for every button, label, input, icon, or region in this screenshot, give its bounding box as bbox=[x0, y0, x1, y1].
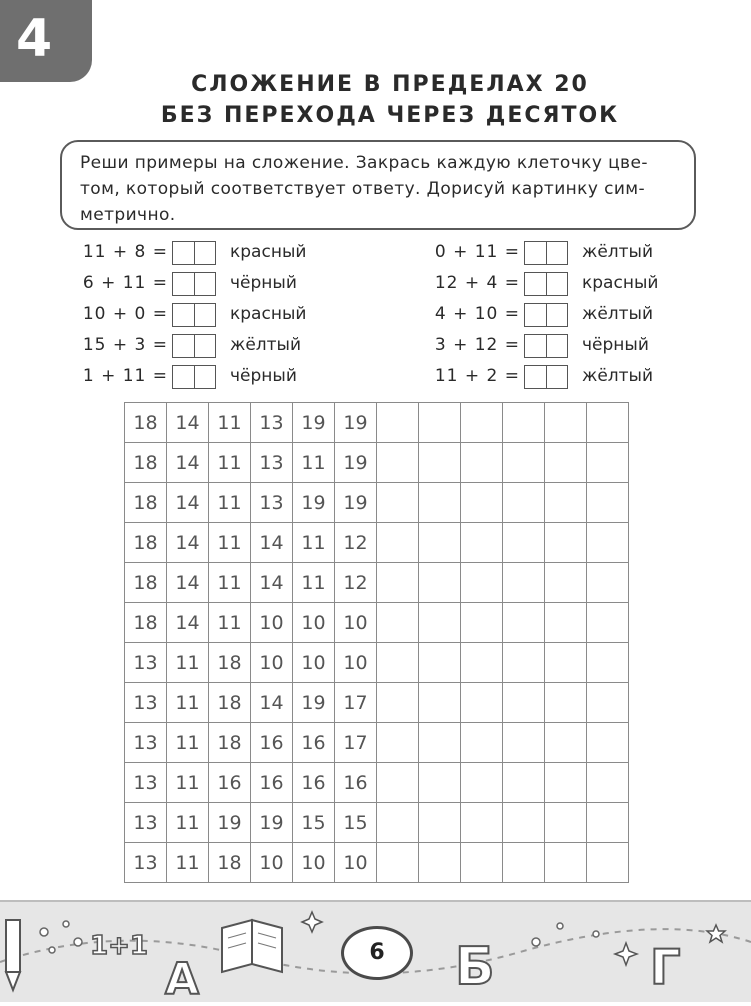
answer-units-cell[interactable] bbox=[195, 304, 216, 326]
grid-cell[interactable] bbox=[503, 563, 545, 603]
grid-cell[interactable]: 19 bbox=[335, 443, 377, 483]
grid-cell[interactable]: 11 bbox=[167, 763, 209, 803]
grid-cell[interactable] bbox=[503, 763, 545, 803]
grid-row bbox=[125, 563, 629, 603]
grid-cell[interactable] bbox=[587, 403, 629, 443]
grid-cell[interactable] bbox=[503, 403, 545, 443]
grid-cell[interactable] bbox=[545, 683, 587, 723]
grid-cell[interactable] bbox=[587, 803, 629, 843]
answer-box[interactable] bbox=[172, 365, 216, 389]
grid-cell[interactable] bbox=[503, 683, 545, 723]
answer-tens-cell[interactable] bbox=[173, 242, 195, 264]
grid-cell[interactable]: 18 bbox=[209, 643, 251, 683]
answer-box[interactable] bbox=[172, 334, 216, 358]
star-icon bbox=[615, 943, 637, 965]
answer-box[interactable] bbox=[172, 272, 216, 296]
grid-cell[interactable] bbox=[545, 603, 587, 643]
grid-cell[interactable] bbox=[419, 403, 461, 443]
equation-color-label: жёлтый bbox=[582, 242, 654, 262]
grid-cell[interactable] bbox=[587, 723, 629, 763]
equation-expression: 11 + 8 = bbox=[82, 242, 168, 262]
grid-cell[interactable] bbox=[461, 763, 503, 803]
grid-cell[interactable]: 11 bbox=[209, 483, 251, 523]
grid-cell[interactable] bbox=[587, 603, 629, 643]
grid-cell[interactable]: 18 bbox=[209, 843, 251, 883]
grid-cell[interactable]: 11 bbox=[293, 443, 335, 483]
grid-row bbox=[125, 443, 629, 483]
grid-cell[interactable] bbox=[503, 483, 545, 523]
grid-cell[interactable] bbox=[587, 763, 629, 803]
grid-cell[interactable]: 19 bbox=[209, 803, 251, 843]
instruction-line: том, который соответствует ответу. Дорисуй картинку сим- bbox=[80, 179, 646, 199]
grid-cell[interactable]: 19 bbox=[293, 483, 335, 523]
grid-cell[interactable]: 18 bbox=[209, 723, 251, 763]
answer-tens-cell[interactable] bbox=[173, 304, 195, 326]
grid-cell[interactable]: 11 bbox=[209, 563, 251, 603]
grid-cell[interactable] bbox=[545, 723, 587, 763]
grid-cell[interactable] bbox=[419, 603, 461, 643]
grid-cell[interactable] bbox=[503, 643, 545, 683]
grid-cell[interactable]: 13 bbox=[125, 723, 167, 763]
grid-cell[interactable]: 18 bbox=[125, 523, 167, 563]
grid-cell[interactable] bbox=[545, 523, 587, 563]
grid-cell[interactable]: 19 bbox=[293, 683, 335, 723]
grid-cell[interactable]: 15 bbox=[293, 803, 335, 843]
equation-expression: 3 + 12 = bbox=[434, 335, 520, 355]
grid-cell[interactable]: 18 bbox=[125, 483, 167, 523]
answer-tens-cell[interactable] bbox=[173, 366, 195, 388]
grid-row bbox=[125, 523, 629, 563]
answer-units-cell[interactable] bbox=[547, 335, 568, 357]
grid-cell[interactable]: 16 bbox=[293, 763, 335, 803]
answer-units-cell[interactable] bbox=[195, 335, 216, 357]
grid-cell[interactable] bbox=[461, 603, 503, 643]
page-number: 6 bbox=[341, 926, 413, 980]
equation-expression: 12 + 4 = bbox=[434, 273, 520, 293]
grid-row bbox=[125, 643, 629, 683]
grid-cell[interactable] bbox=[461, 483, 503, 523]
grid-cell[interactable]: 13 bbox=[125, 643, 167, 683]
grid-cell[interactable]: 13 bbox=[251, 403, 293, 443]
grid-cell[interactable] bbox=[461, 803, 503, 843]
equation-color-label: чёрный bbox=[582, 335, 649, 355]
grid-cell[interactable] bbox=[587, 443, 629, 483]
equation-color-label: красный bbox=[230, 304, 307, 324]
grid-cell[interactable]: 16 bbox=[209, 763, 251, 803]
answer-units-cell[interactable] bbox=[547, 273, 568, 295]
page-title-line-2: БЕЗ ПЕРЕХОДА ЧЕРЕЗ ДЕСЯТОК bbox=[160, 103, 620, 128]
equation-expression: 15 + 3 = bbox=[82, 335, 168, 355]
instruction-line: Реши примеры на сложение. Закрась каждую клеточку цве- bbox=[80, 153, 648, 173]
grid-cell[interactable] bbox=[587, 843, 629, 883]
answer-units-cell[interactable] bbox=[195, 273, 216, 295]
star-icon bbox=[302, 912, 322, 932]
grid-cell[interactable] bbox=[587, 523, 629, 563]
equation-color-label: красный bbox=[582, 273, 659, 293]
grid-cell[interactable] bbox=[377, 603, 419, 643]
grid-cell[interactable] bbox=[419, 643, 461, 683]
grid-cell[interactable]: 11 bbox=[293, 563, 335, 603]
grid-cell[interactable]: 10 bbox=[251, 843, 293, 883]
letter-g-icon: Г bbox=[650, 940, 681, 996]
grid-cell[interactable] bbox=[377, 483, 419, 523]
grid-cell[interactable] bbox=[377, 443, 419, 483]
grid-cell[interactable] bbox=[419, 843, 461, 883]
instruction-line: метрично. bbox=[80, 205, 176, 225]
grid-cell[interactable] bbox=[377, 723, 419, 763]
coloring-grid bbox=[124, 402, 629, 883]
page-title-line-1: СЛОЖЕНИЕ В ПРЕДЕЛАХ 20 bbox=[191, 72, 589, 97]
grid-cell[interactable]: 10 bbox=[293, 843, 335, 883]
grid-cell[interactable] bbox=[419, 443, 461, 483]
grid-cell[interactable] bbox=[377, 683, 419, 723]
grid-cell[interactable]: 11 bbox=[209, 443, 251, 483]
answer-units-cell[interactable] bbox=[195, 366, 216, 388]
grid-cell[interactable] bbox=[587, 563, 629, 603]
answer-units-cell[interactable] bbox=[547, 242, 568, 264]
grid-cell[interactable] bbox=[419, 563, 461, 603]
grid-cell[interactable]: 14 bbox=[251, 683, 293, 723]
grid-cell[interactable] bbox=[377, 843, 419, 883]
grid-cell[interactable] bbox=[461, 523, 503, 563]
grid-cell[interactable] bbox=[503, 803, 545, 843]
grid-cell[interactable]: 10 bbox=[251, 603, 293, 643]
answer-tens-cell[interactable] bbox=[525, 242, 547, 264]
equation-expression: 6 + 11 = bbox=[82, 273, 168, 293]
instruction-box bbox=[60, 140, 696, 230]
grid-cell[interactable] bbox=[461, 723, 503, 763]
grid-cell[interactable]: 17 bbox=[335, 723, 377, 763]
grid-cell[interactable]: 18 bbox=[125, 443, 167, 483]
dots-icon bbox=[532, 923, 599, 946]
grid-cell[interactable]: 18 bbox=[125, 403, 167, 443]
answer-tens-cell[interactable] bbox=[173, 335, 195, 357]
grid-cell[interactable]: 18 bbox=[209, 683, 251, 723]
grid-cell[interactable]: 14 bbox=[167, 443, 209, 483]
grid-row bbox=[125, 843, 629, 883]
grid-cell[interactable] bbox=[545, 403, 587, 443]
equation-expression: 4 + 10 = bbox=[434, 304, 520, 324]
grid-row bbox=[125, 483, 629, 523]
grid-cell[interactable]: 14 bbox=[251, 563, 293, 603]
grid-cell[interactable] bbox=[503, 443, 545, 483]
letter-b-icon: Б bbox=[455, 937, 495, 997]
grid-cell[interactable] bbox=[461, 563, 503, 603]
grid-cell[interactable] bbox=[461, 443, 503, 483]
grid-cell[interactable] bbox=[545, 643, 587, 683]
grid-cell[interactable]: 15 bbox=[335, 803, 377, 843]
equation-color-label: жёлтый bbox=[582, 304, 654, 324]
grid-cell[interactable]: 11 bbox=[167, 723, 209, 763]
grid-cell[interactable]: 18 bbox=[125, 603, 167, 643]
grid-cell[interactable]: 10 bbox=[335, 643, 377, 683]
grid-cell[interactable]: 14 bbox=[167, 483, 209, 523]
equation-color-label: чёрный bbox=[230, 273, 297, 293]
grid-row bbox=[125, 723, 629, 763]
grid-row bbox=[125, 763, 629, 803]
open-book-icon bbox=[222, 920, 282, 972]
grid-cell[interactable]: 19 bbox=[251, 803, 293, 843]
answer-box[interactable] bbox=[172, 241, 216, 265]
grid-cell[interactable] bbox=[377, 803, 419, 843]
equation-color-label: красный bbox=[230, 242, 307, 262]
grid-cell[interactable] bbox=[419, 763, 461, 803]
equation-color-label: чёрный bbox=[230, 366, 297, 386]
grid-cell[interactable]: 13 bbox=[125, 763, 167, 803]
grid-cell[interactable]: 16 bbox=[293, 723, 335, 763]
grid-cell[interactable]: 18 bbox=[125, 563, 167, 603]
equation-expression: 10 + 0 = bbox=[82, 304, 168, 324]
grid-cell[interactable]: 11 bbox=[293, 523, 335, 563]
grid-cell[interactable]: 14 bbox=[251, 523, 293, 563]
grid-cell[interactable] bbox=[461, 683, 503, 723]
grid-cell[interactable]: 12 bbox=[335, 563, 377, 603]
grid-cell[interactable] bbox=[419, 483, 461, 523]
grid-cell[interactable] bbox=[419, 803, 461, 843]
grid-cell[interactable]: 10 bbox=[335, 843, 377, 883]
grid-cell[interactable] bbox=[377, 523, 419, 563]
grid-row bbox=[125, 803, 629, 843]
grid-cell[interactable] bbox=[461, 643, 503, 683]
lesson-number-badge: 4 bbox=[0, 0, 92, 82]
grid-cell[interactable] bbox=[545, 763, 587, 803]
grid-cell[interactable] bbox=[545, 443, 587, 483]
answer-units-cell[interactable] bbox=[547, 366, 568, 388]
answer-tens-cell[interactable] bbox=[525, 366, 547, 388]
grid-cell[interactable]: 12 bbox=[335, 523, 377, 563]
equation-color-label: жёлтый bbox=[230, 335, 302, 355]
answer-box[interactable] bbox=[524, 365, 568, 389]
grid-cell[interactable] bbox=[503, 723, 545, 763]
grid-cell[interactable]: 16 bbox=[251, 723, 293, 763]
grid-cell[interactable]: 11 bbox=[209, 403, 251, 443]
grid-cell[interactable] bbox=[503, 843, 545, 883]
answer-units-cell[interactable] bbox=[547, 304, 568, 326]
grid-cell[interactable]: 13 bbox=[125, 803, 167, 843]
star-outline-icon bbox=[707, 925, 725, 942]
grid-cell[interactable]: 14 bbox=[167, 403, 209, 443]
answer-tens-cell[interactable] bbox=[525, 335, 547, 357]
grid-row bbox=[125, 683, 629, 723]
grid-cell[interactable]: 10 bbox=[293, 603, 335, 643]
dots-icon bbox=[40, 921, 82, 953]
letter-a-icon: А bbox=[165, 954, 200, 1002]
grid-cell[interactable]: 13 bbox=[251, 483, 293, 523]
grid-cell[interactable]: 14 bbox=[167, 603, 209, 643]
answer-tens-cell[interactable] bbox=[173, 273, 195, 295]
grid-cell[interactable] bbox=[545, 843, 587, 883]
grid-cell[interactable]: 16 bbox=[251, 763, 293, 803]
answer-box[interactable] bbox=[524, 334, 568, 358]
grid-cell[interactable]: 14 bbox=[167, 563, 209, 603]
instruction-text bbox=[80, 150, 680, 228]
answer-units-cell[interactable] bbox=[195, 242, 216, 264]
equation-expression: 1 + 11 = bbox=[82, 366, 168, 386]
grid-cell[interactable]: 13 bbox=[125, 843, 167, 883]
grid-cell[interactable] bbox=[461, 843, 503, 883]
grid-cell[interactable] bbox=[461, 403, 503, 443]
answer-box[interactable] bbox=[524, 272, 568, 296]
grid-cell[interactable] bbox=[377, 643, 419, 683]
grid-cell[interactable]: 16 bbox=[335, 763, 377, 803]
grid-cell[interactable]: 11 bbox=[167, 683, 209, 723]
grid-cell[interactable] bbox=[419, 723, 461, 763]
equation-expression: 0 + 11 = bbox=[434, 242, 520, 262]
grid-cell[interactable]: 13 bbox=[125, 683, 167, 723]
grid-cell[interactable]: 10 bbox=[251, 643, 293, 683]
grid-cell[interactable] bbox=[419, 523, 461, 563]
grid-cell[interactable] bbox=[377, 763, 419, 803]
grid-cell[interactable]: 19 bbox=[335, 403, 377, 443]
pencil-icon bbox=[6, 920, 20, 990]
grid-cell[interactable] bbox=[419, 683, 461, 723]
grid-cell[interactable] bbox=[587, 643, 629, 683]
answer-box[interactable] bbox=[524, 303, 568, 327]
grid-cell[interactable]: 19 bbox=[293, 403, 335, 443]
grid-cell[interactable]: 11 bbox=[167, 643, 209, 683]
grid-cell[interactable] bbox=[545, 563, 587, 603]
grid-cell[interactable] bbox=[503, 523, 545, 563]
grid-cell[interactable] bbox=[377, 403, 419, 443]
grid-cell[interactable]: 11 bbox=[167, 843, 209, 883]
grid-cell[interactable]: 11 bbox=[209, 603, 251, 643]
grid-cell[interactable] bbox=[377, 563, 419, 603]
grid-cell[interactable]: 10 bbox=[293, 643, 335, 683]
equation-color-label: жёлтый bbox=[582, 366, 654, 386]
grid-cell[interactable] bbox=[545, 803, 587, 843]
grid-cell[interactable]: 11 bbox=[209, 523, 251, 563]
math-doodle-icon: 1+1 bbox=[90, 931, 148, 961]
grid-cell[interactable] bbox=[503, 603, 545, 643]
answer-box[interactable] bbox=[172, 303, 216, 327]
answer-tens-cell[interactable] bbox=[525, 304, 547, 326]
grid-cell[interactable]: 14 bbox=[167, 523, 209, 563]
answer-tens-cell[interactable] bbox=[525, 273, 547, 295]
grid-cell[interactable]: 19 bbox=[335, 483, 377, 523]
grid-row bbox=[125, 403, 629, 443]
grid-cell[interactable] bbox=[545, 483, 587, 523]
grid-cell[interactable]: 13 bbox=[251, 443, 293, 483]
answer-box[interactable] bbox=[524, 241, 568, 265]
grid-cell[interactable] bbox=[587, 683, 629, 723]
grid-cell[interactable]: 17 bbox=[335, 683, 377, 723]
grid-row bbox=[125, 603, 629, 643]
grid-cell[interactable]: 11 bbox=[167, 803, 209, 843]
equation-expression: 11 + 2 = bbox=[434, 366, 520, 386]
grid-cell[interactable] bbox=[587, 483, 629, 523]
grid-cell[interactable]: 10 bbox=[335, 603, 377, 643]
